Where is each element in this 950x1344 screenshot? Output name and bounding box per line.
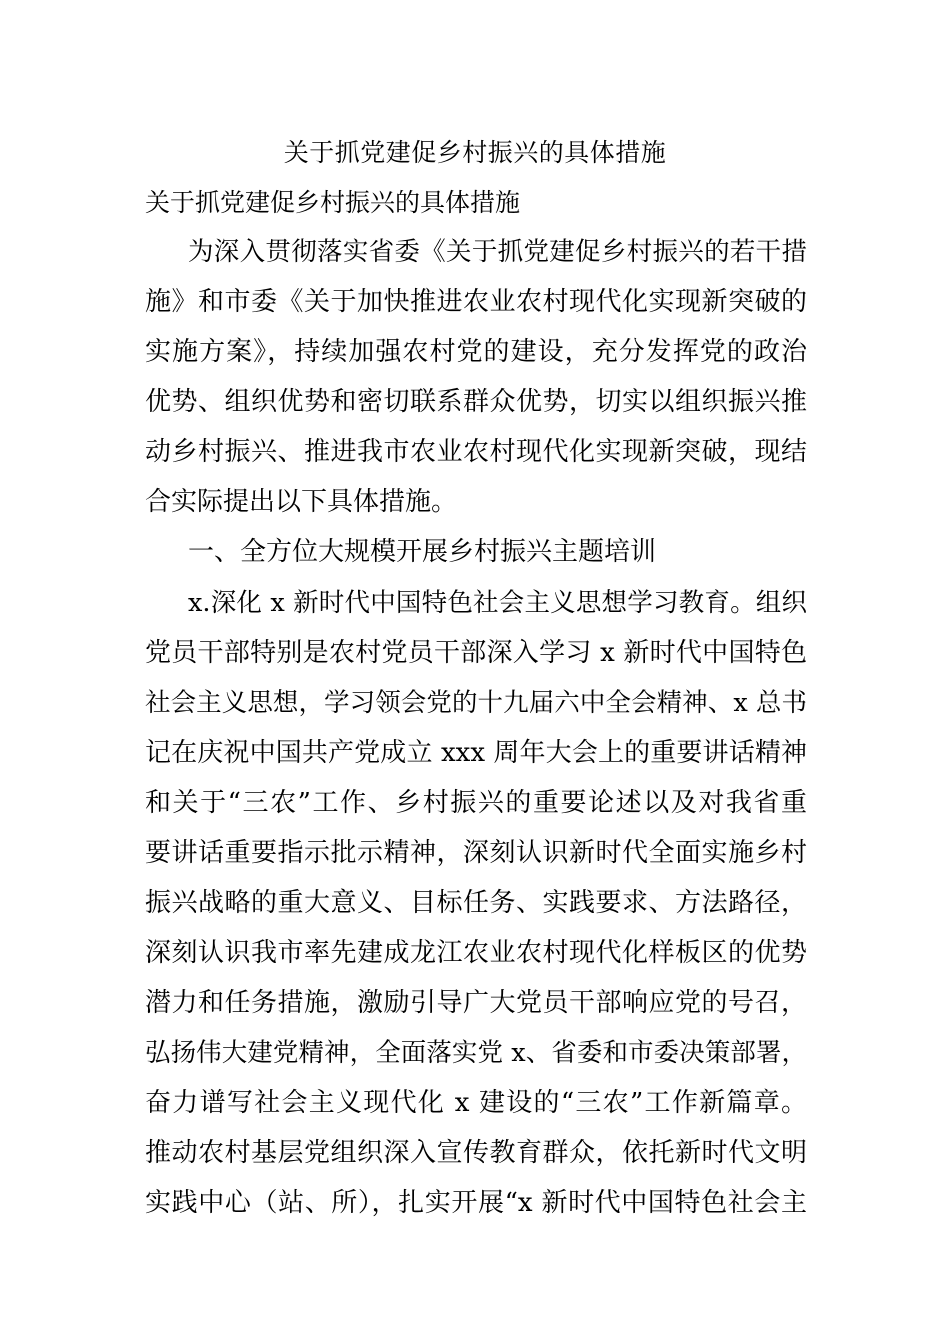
paragraph-line: 动乡村振兴、推进我市农业农村现代化实现新突破，现结 [145, 437, 807, 467]
paragraph-line: 社会主义思想，学习领会党的十九届六中全会精神、x 总书 [145, 688, 807, 718]
paragraph-line: 实施方案》，持续加强农村党的建设，充分发挥党的政治 [145, 337, 807, 367]
paragraph-line: 推动农村基层党组织深入宣传教育群众，依托新时代文明 [145, 1138, 807, 1168]
document-subtitle: 关于抓党建促乡村振兴的具体措施 [145, 188, 521, 217]
paragraph-line: 潜力和任务措施，激励引导广大党员干部响应党的号召， [145, 988, 807, 1018]
paragraph-line: 和关于“三农”工作、乡村振兴的重要论述以及对我省重 [145, 788, 807, 818]
paragraph-line: 振兴战略的重大意义、目标任务、实践要求、方法路径， [145, 888, 807, 918]
paragraph-line: 奋力谱写社会主义现代化 x 建设的“三农”工作新篇章。 [145, 1088, 807, 1118]
document-title: 关于抓党建促乡村振兴的具体措施 [283, 138, 667, 167]
paragraph-line: 弘扬伟大建党精神，全面落实党 x、省委和市委决策部署， [145, 1038, 807, 1068]
paragraph-line: 党员干部特别是农村党员干部深入学习 x 新时代中国特色 [145, 638, 807, 668]
paragraph-line: 施》和市委《关于加快推进农业农村现代化实现新突破的 [145, 287, 807, 317]
paragraph-line: 深刻认识我市率先建成龙江农业农村现代化样板区的优势 [145, 938, 807, 968]
paragraph-line: 记在庆祝中国共产党成立 xxx 周年大会上的重要讲话精神 [145, 738, 807, 768]
paragraph-line: 优势、组织优势和密切联系群众优势，切实以组织振兴推 [145, 387, 807, 417]
paragraph-line: 合实际提出以下具体措施。 [145, 487, 458, 517]
paragraph-line: x.深化 x 新时代中国特色社会主义思想学习教育。组织 [188, 588, 807, 618]
paragraph-line: 实践中心（站、所），扎实开展“x 新时代中国特色社会主 [145, 1188, 807, 1218]
paragraph-line: 为深入贯彻落实省委《关于抓党建促乡村振兴的若干措 [188, 237, 807, 267]
paragraph-line: 要讲话重要指示批示精神，深刻认识新时代全面实施乡村 [145, 838, 807, 868]
section-heading: 一、全方位大规模开展乡村振兴主题培训 [188, 537, 657, 567]
